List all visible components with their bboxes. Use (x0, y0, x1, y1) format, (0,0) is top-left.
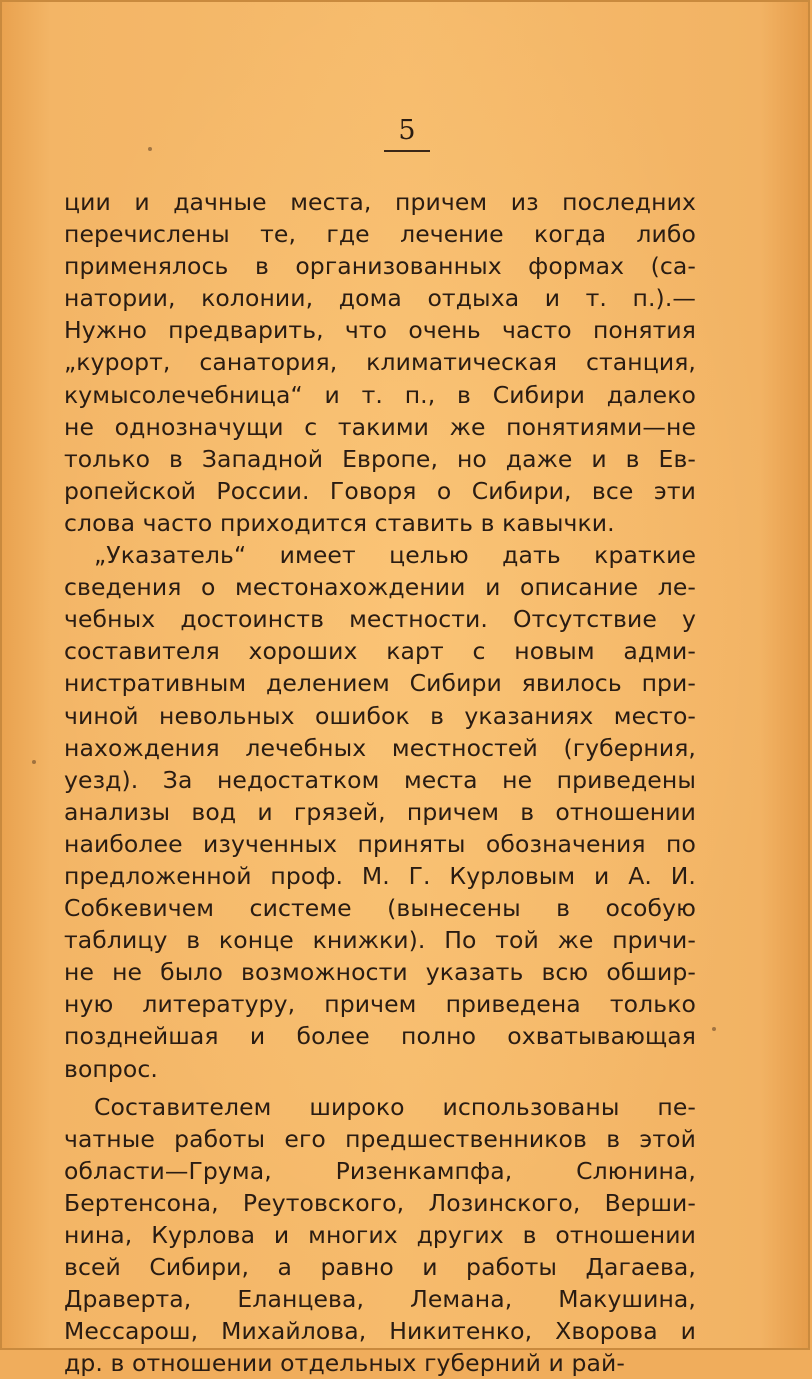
body-text (64, 186, 696, 1379)
page-number: 5 (384, 114, 429, 152)
text-line: позднейшая и более полно охватывающая (64, 1022, 696, 1051)
text-line: не однозначущи с такими же понятиями—не (64, 412, 696, 441)
text-line: нахождения лечебных местностей (губерния, (64, 733, 696, 762)
text-line: ропейской России. Говоря о Сибири, все эти (64, 476, 696, 505)
paper-speck (148, 147, 152, 151)
text-line: вопрос. (64, 1054, 158, 1083)
text-line: наиболее изученных приняты обозначения по (64, 829, 696, 858)
text-line: нистративным делением Сибири явилось при- (64, 669, 696, 698)
text-line: др. в отношении отдельных губерний и рай- (64, 1349, 625, 1378)
text-line: нина, Курлова и многих других в отношении (64, 1221, 696, 1249)
text-line: применялось в организованных формах (са- (64, 252, 696, 281)
text-line: чиной невольных ошибок в указаниях место- (64, 701, 696, 730)
text-line: Составителем широко использованы пе- (94, 1092, 696, 1121)
text-line: составителя хороших карт с новым адми- (64, 637, 696, 666)
text-line: Нужно предварить, что очень часто понятия (64, 316, 696, 345)
paragraph-2 (64, 539, 696, 1085)
text-line: Бертенсона, Реутовского, Лозинского, Верши- (64, 1188, 696, 1217)
text-line: перечислены те, где лечение когда либо (64, 220, 696, 249)
text-line: Драверта, Еланцева, Лемана, Макушина, (64, 1285, 696, 1314)
text-line: кумысолечебница“ и т. п., в Сибири далеко (64, 380, 696, 409)
text-line: уезд). За недостатком места не приведены (64, 765, 696, 794)
paper-speck (712, 1027, 716, 1031)
text-line: всей Сибири, а равно и работы Дагаева, (64, 1253, 696, 1282)
text-line: чебных достоинств местности. Отсутствие у (64, 605, 696, 634)
text-line: только в Западной Европе, но даже и в Ев- (64, 444, 696, 473)
text-line: натории, колонии, дома отдыха и т. п.).— (64, 284, 696, 313)
text-line: таблицу в конце книжки). По той же причи- (64, 926, 696, 955)
text-line: „Указатель“ имеет целью дать краткие (94, 541, 696, 570)
text-line: Мессарош, Михайлова, Никитенко, Хворова и (64, 1317, 696, 1346)
paragraph-1 (64, 186, 696, 539)
text-line: области—Грума, Ризенкампфа, Слюнина, (64, 1156, 696, 1185)
page-number-container (2, 114, 812, 152)
text-line: ции и дачные места, причем из последних (64, 188, 696, 216)
paragraph-3 (64, 1091, 696, 1379)
text-line: не не было возможности указать всю обшир- (64, 958, 696, 987)
paper-speck (32, 760, 36, 764)
text-line: Собкевичем системе (вынесены в особую (64, 894, 696, 923)
text-line: слова часто приходится ставить в кавычки. (64, 508, 615, 537)
text-line: сведения о местонахождении и описание ле- (64, 573, 696, 602)
text-line: чатные работы его предшественников в этой (64, 1124, 696, 1153)
text-line: ную литературу, причем приведена только (64, 990, 696, 1019)
text-line: „курорт, санатория, климатическая станция, (64, 348, 696, 377)
text-line: предложенной проф. М. Г. Курловым и А. И. (64, 861, 696, 890)
text-line: анализы вод и грязей, причем в отношении (64, 797, 696, 826)
